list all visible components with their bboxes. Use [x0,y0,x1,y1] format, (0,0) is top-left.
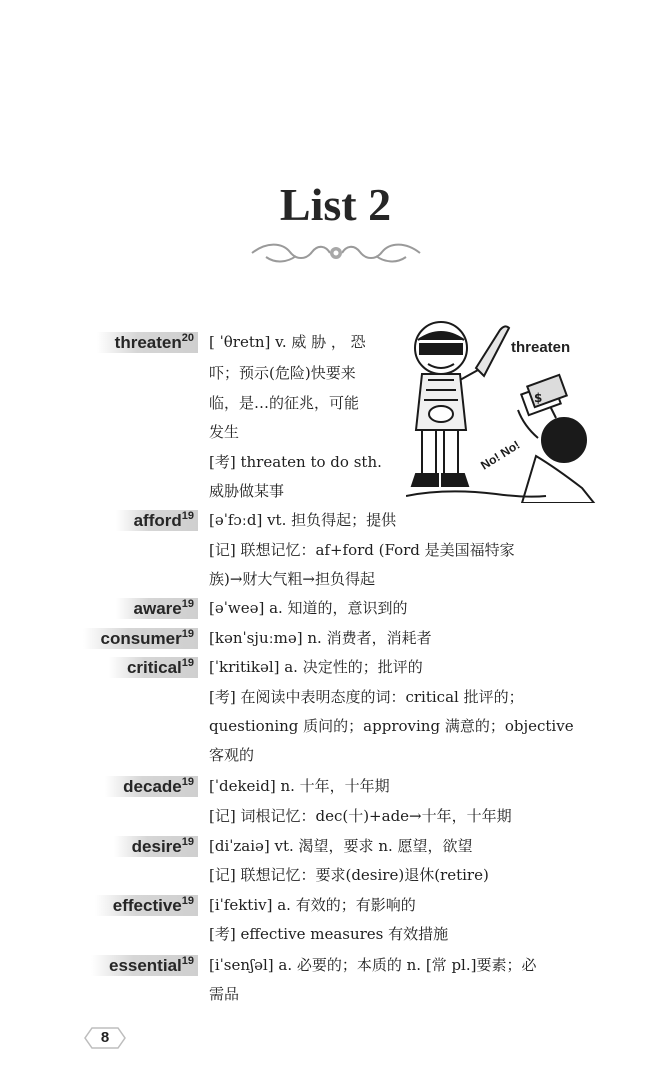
illustration-label: threaten [511,339,571,356]
entry-line: [考] threaten to do sth. [209,453,382,471]
headword-desire: desire$^{19}$ [114,836,198,857]
page-title: List 2 [279,179,392,230]
entry-line: [iˈsenʃəl] a. 必要的；本质的 n. [常 pl.]要素；必 [209,956,537,974]
entry-line: [iˈfektiv] a. 有效的；有影响的 [209,896,416,914]
page-number [84,1026,126,1050]
headword-effective: effective$^{19}$ [95,895,198,916]
entry-line: [记] 词根记忆：dec(十)+ade→十年，十年期 [209,807,512,825]
entry-line: [ˈdekeid] n. 十年，十年期 [209,777,390,795]
entry-line: 需品 [209,985,240,1003]
entry-line: [diˈzaiə] vt. 渴望，要求 n. 愿望，欲望 [209,837,473,855]
headword-consumer: consumer$^{19}$ [83,628,199,649]
svg-text:$: $ [534,391,543,405]
headword-essential: essential$^{19}$ [91,955,198,976]
entry-line: 客观的 [209,746,255,764]
entry-line: [ˈkritikəl] a. 决定性的；批评的 [209,658,423,676]
entry-line: [ ˈθretn] v. 威 胁 ， 恐 [209,333,366,351]
headword-aware: aware$^{19}$ [116,598,198,619]
entry-line: questioning 质问的；approving 满意的；objective [209,717,574,735]
entry-line: 发生 [209,423,240,441]
entry-line: 吓；预示(危险)快要来 [209,364,356,382]
headword-decade: decade$^{19}$ [105,776,198,797]
headword-afford: afford$^{19}$ [116,510,198,531]
ornament-divider-icon [246,238,426,268]
headword-threaten: threaten$^{20}$ [97,332,198,353]
entry-line: 族)→财大气粗→担负得起 [209,570,375,588]
entry-line: 威胁做某事 [209,482,285,500]
entry-line: [记] 联想记忆：要求(desire)退休(retire) [209,866,489,884]
illustration-sign-text: No! No! [478,437,523,473]
entry-line: [əˈweə] a. 知道的，意识到的 [209,599,408,617]
entry-line: [考] effective measures 有效措施 [209,925,449,943]
entry-line: 临，是…的征兆，可能 [209,394,360,412]
entry-line: [记] 联想记忆：af+ford (Ford 是美国福特家 [209,541,515,559]
page-number-text: 8 [100,1029,110,1046]
entry-line: [考] 在阅读中表明态度的词：critical 批评的； [209,688,524,706]
headword-critical: critical$^{19}$ [109,657,198,678]
entry-line: [əˈfɔːd] vt. 担负得起；提供 [209,511,397,529]
entry-line: [kənˈsjuːmə] n. 消费者，消耗者 [209,629,432,647]
